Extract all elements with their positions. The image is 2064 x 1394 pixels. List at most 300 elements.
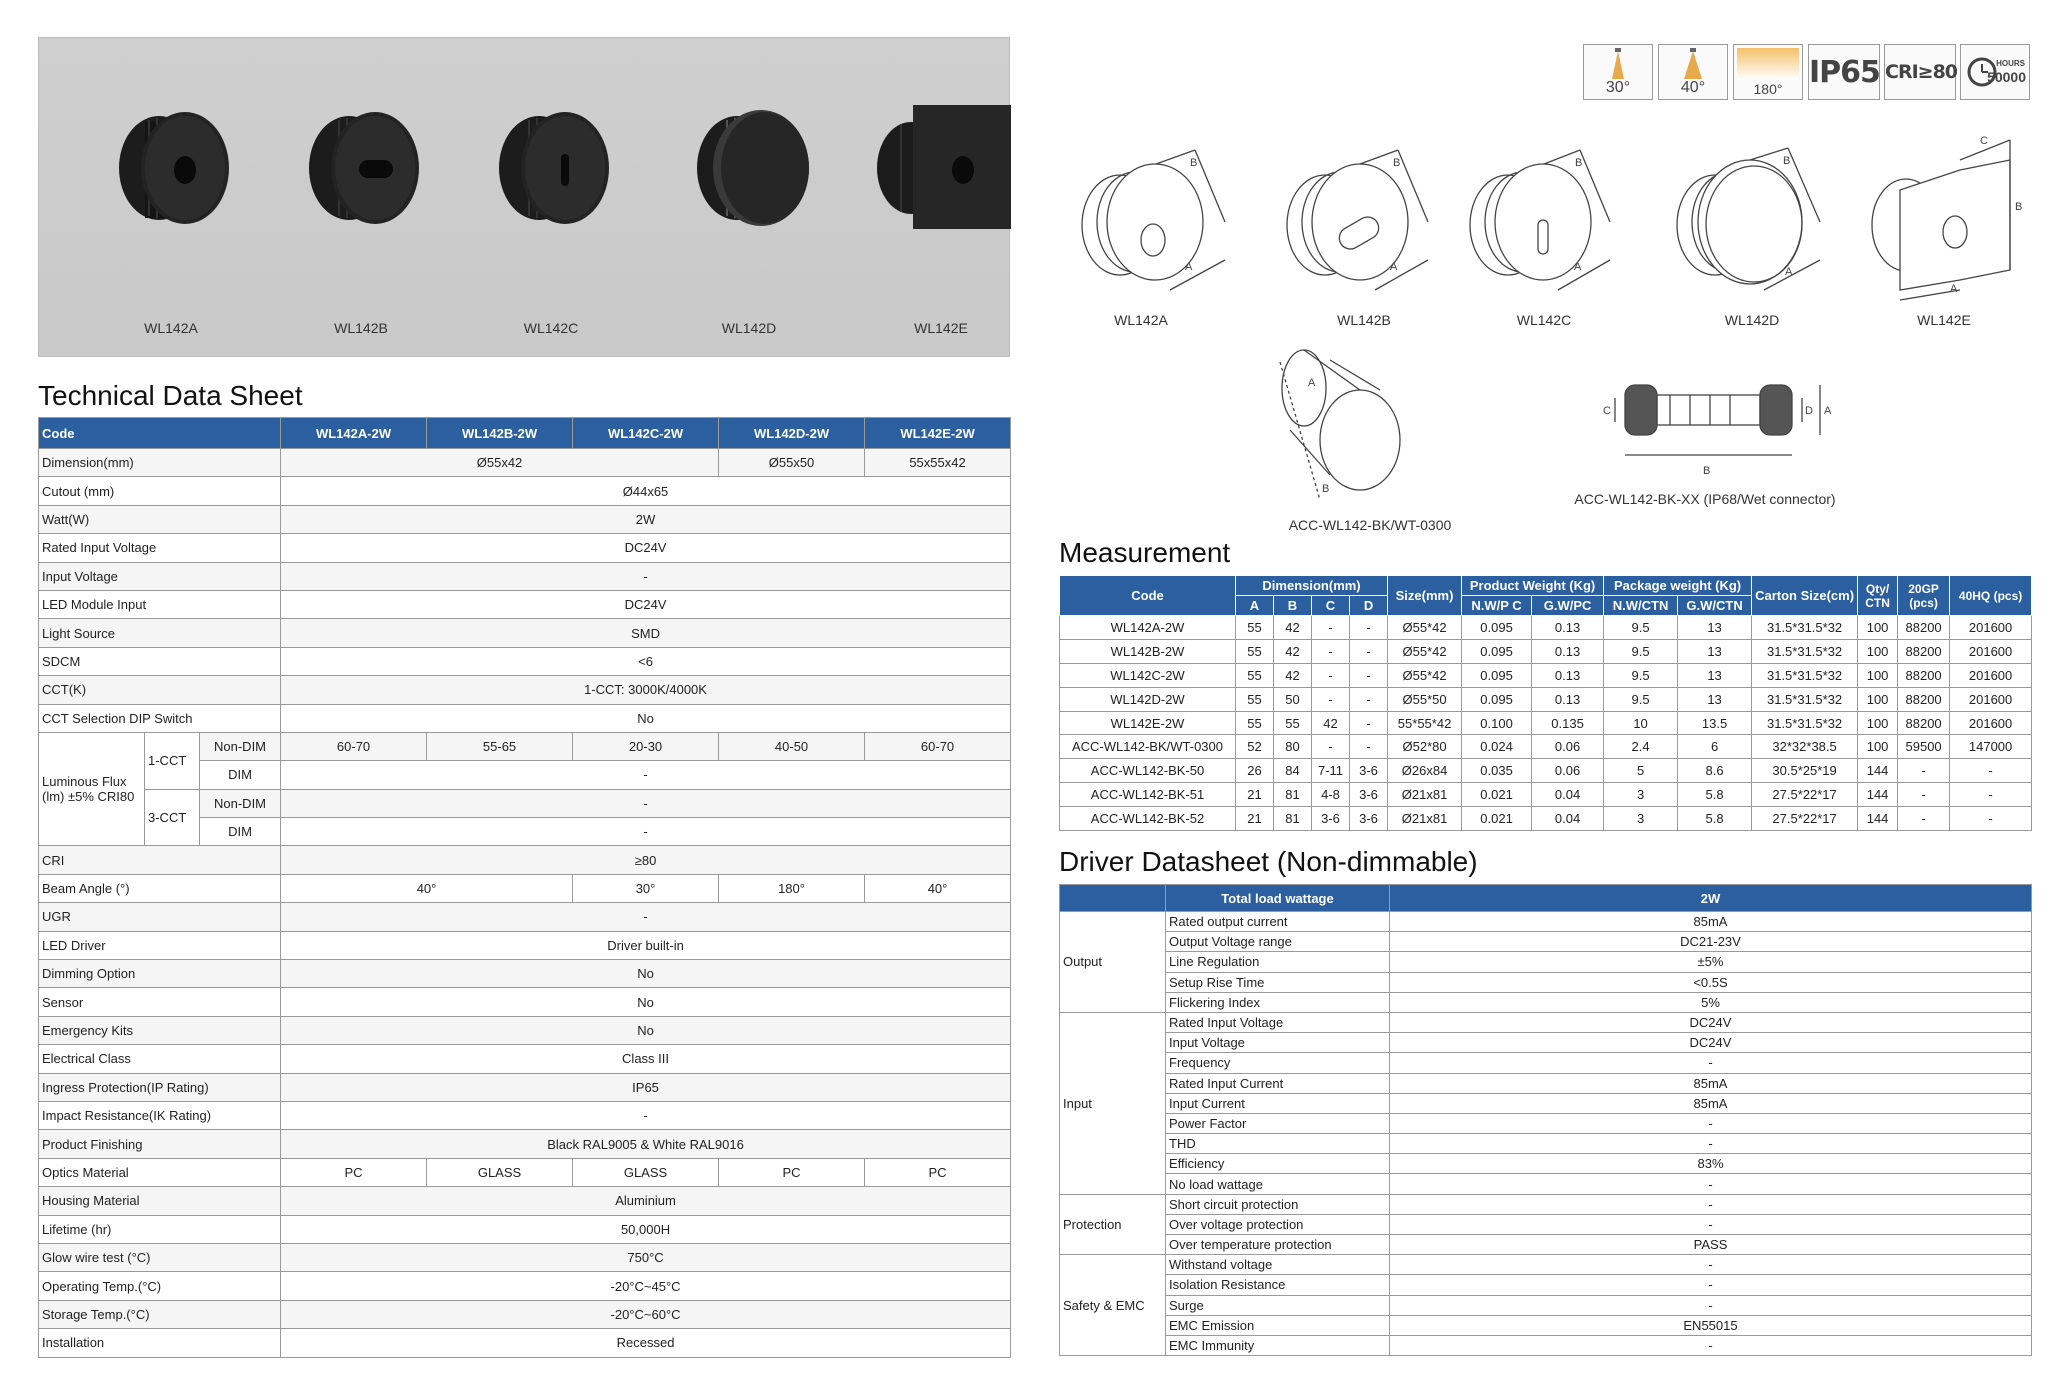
table-row (1060, 1053, 2032, 1073)
table-row (39, 1243, 1011, 1271)
table-row (39, 562, 1011, 590)
table-cell: 144 (1858, 807, 1898, 831)
table-header-cell: 20GP (pcs) (1898, 576, 1950, 616)
dim-letter: B (1322, 483, 1330, 495)
row-value: 40-50 (719, 732, 865, 760)
drawing-label: WL142E (1917, 312, 1971, 328)
acc-tube-label: ACC-WL142-BK/WT-0300 (1288, 517, 1452, 533)
row-value: Ø55x42 (281, 449, 719, 477)
row-label: LED Module Input (39, 590, 281, 618)
table-cell: 55 (1236, 639, 1274, 663)
row-value: GLASS (427, 1158, 573, 1186)
table-row (39, 874, 1011, 902)
beam-30-label: 30° (1605, 79, 1631, 96)
table-header-cell: Code (1060, 576, 1236, 616)
row-label: CCT Selection DIP Switch (39, 704, 281, 732)
parameter-label: THD (1166, 1134, 1390, 1154)
product-photo-label: WL142D (721, 320, 777, 336)
table-cell: 0.095 (1462, 687, 1532, 711)
table-cell: 100 (1858, 639, 1898, 663)
table-cell: 8.6 (1678, 759, 1752, 783)
drawing-acc-connector-icon (1615, 385, 1820, 455)
table-row (39, 1045, 1011, 1073)
row-value: PC (281, 1158, 427, 1186)
table-row (1060, 639, 2032, 663)
group-label: Input (1060, 1012, 1166, 1194)
product-photo-wl142d (669, 98, 829, 298)
row-label: Glow wire test (°C) (39, 1243, 281, 1271)
table-cell: - (1350, 735, 1388, 759)
parameter-value: - (1390, 1295, 2032, 1315)
row-label: SDCM (39, 647, 281, 675)
table-cell: - (1312, 663, 1350, 687)
dim-letter: B (1393, 157, 1401, 169)
table-cell: 50 (1274, 687, 1312, 711)
table-cell: 10 (1604, 711, 1678, 735)
luminous-flux-label: Luminous Flux (lm) ±5% CRI80 (39, 732, 145, 846)
table-cell: 0.13 (1532, 616, 1604, 640)
table-row (1060, 807, 2032, 831)
row-label: Lifetime (hr) (39, 1215, 281, 1243)
table-row (39, 1300, 1011, 1328)
table-row (1060, 1214, 2032, 1234)
row-value: 55-65 (427, 732, 573, 760)
row-code: ACC-WL142-BK/WT-0300 (1060, 735, 1236, 759)
table-row (39, 846, 1011, 874)
driver-datasheet-title: Driver Datasheet (Non-dimmable) (1059, 846, 1478, 877)
parameter-value: - (1390, 1134, 2032, 1154)
parameter-value: <0.5S (1390, 972, 2032, 992)
product-photo-label: WL142A (144, 320, 198, 336)
table-cell: 88200 (1898, 711, 1950, 735)
row-value: - (281, 562, 1011, 590)
drawing-label: WL142D (1724, 312, 1780, 328)
parameter-value: DC24V (1390, 1033, 2032, 1053)
table-row (1060, 972, 2032, 992)
beam-180-label: 180° (1753, 81, 1783, 97)
table-cell: 31.5*31.5*32 (1752, 687, 1858, 711)
dim-letter: A (1950, 283, 1958, 295)
table-cell: 0.021 (1462, 807, 1532, 831)
product-photo-label: WL142E (914, 320, 968, 336)
row-label: Optics Material (39, 1158, 281, 1186)
table-row (39, 988, 1011, 1016)
table-header-cell: C (1312, 596, 1350, 616)
drawing-label: WL142A (1114, 312, 1168, 328)
table-header-cell: N.W/CTN (1604, 596, 1678, 616)
dim-letter: A (1390, 261, 1398, 273)
row-label: Housing Material (39, 1187, 281, 1215)
row-value: Ø44x65 (281, 477, 1011, 505)
parameter-label: Flickering Index (1166, 992, 1390, 1012)
table-cell: - (1350, 687, 1388, 711)
table-row (1060, 663, 2032, 687)
table-header-cell: WL142A-2W (281, 418, 427, 449)
parameter-value: - (1390, 1335, 2032, 1355)
table-header-cell: Product Weight (Kg) (1462, 576, 1604, 596)
table-cell: 144 (1858, 759, 1898, 783)
parameter-value: - (1390, 1113, 2032, 1133)
table-row (1060, 1255, 2032, 1275)
row-code: ACC-WL142-BK-51 (1060, 783, 1236, 807)
dim-letter: A (1185, 261, 1193, 273)
table-cell: - (1312, 687, 1350, 711)
table-cell: 100 (1858, 711, 1898, 735)
row-code: WL142A-2W (1060, 616, 1236, 640)
table-row (1060, 1033, 2032, 1053)
row-value: No (281, 960, 1011, 988)
table-cell: 0.13 (1532, 687, 1604, 711)
table-cell: Ø55*42 (1388, 639, 1462, 663)
table-cell: 27.5*22*17 (1752, 807, 1858, 831)
table-row (39, 1329, 1011, 1357)
table-cell: 42 (1274, 639, 1312, 663)
driver-table (1059, 884, 2032, 1356)
table-header-row (39, 418, 1011, 449)
parameter-label: EMC Emission (1166, 1315, 1390, 1335)
parameter-label: Line Regulation (1166, 952, 1390, 972)
table-cell: - (1312, 616, 1350, 640)
row-label: Rated Input Voltage (39, 534, 281, 562)
table-header-cell: G.W/CTN (1678, 596, 1752, 616)
row-label: Operating Temp.(°C) (39, 1272, 281, 1300)
product-photo-label: WL142B (334, 320, 388, 336)
table-cell: - (1312, 639, 1350, 663)
group-label: Output (1060, 912, 1166, 1013)
table-cell: 3-6 (1350, 807, 1388, 831)
table-row (1060, 1012, 2032, 1032)
table-cell: 5.8 (1678, 783, 1752, 807)
table-cell: 0.021 (1462, 783, 1532, 807)
row-value: Recessed (281, 1329, 1011, 1357)
parameter-value: ±5% (1390, 952, 2032, 972)
table-cell: 13.5 (1678, 711, 1752, 735)
table-row (1060, 1275, 2032, 1295)
group-label: Protection (1060, 1194, 1166, 1255)
dim-letter: B (1783, 155, 1791, 167)
table-row (39, 534, 1011, 562)
row-label: Ingress Protection(IP Rating) (39, 1073, 281, 1101)
table-cell: 3-6 (1350, 783, 1388, 807)
table-header-cell: G.W/PC (1532, 596, 1604, 616)
technical-data-table (38, 417, 1011, 1358)
table-header-cell: B (1274, 596, 1312, 616)
row-value: GLASS (573, 1158, 719, 1186)
row-code: ACC-WL142-BK-52 (1060, 807, 1236, 831)
table-header-cell: 2W (1390, 885, 2032, 912)
table-row (39, 477, 1011, 505)
table-cell: 13 (1678, 687, 1752, 711)
table-cell: 55 (1274, 711, 1312, 735)
table-cell: 0.13 (1532, 663, 1604, 687)
product-photo-wl142c (471, 98, 631, 298)
hours-label: HOURS (1996, 59, 2025, 68)
cct-3-label: 3-CCT (145, 789, 200, 846)
table-cell: 42 (1312, 711, 1350, 735)
beam-30-icon (1583, 44, 1653, 100)
parameter-value: PASS (1390, 1235, 2032, 1255)
parameter-value: - (1390, 1255, 2032, 1275)
dim-letter: B (2015, 201, 2023, 213)
parameter-value: 83% (1390, 1154, 2032, 1174)
hours-value: 50000 (1987, 69, 2026, 85)
table-row (1060, 1093, 2032, 1113)
table-cell: 0.06 (1532, 735, 1604, 759)
table-cell: 55 (1236, 687, 1274, 711)
beam-40-label: 40° (1680, 79, 1706, 96)
drawing-wl142b-icon (1287, 150, 1428, 290)
table-row (1060, 735, 2032, 759)
ip65-icon (1808, 44, 1880, 100)
row-label: Electrical Class (39, 1045, 281, 1073)
row-value: Ø55x50 (719, 449, 865, 477)
row-value: - (281, 789, 1011, 817)
parameter-value: 85mA (1390, 1093, 2032, 1113)
table-row (39, 1272, 1011, 1300)
table-header-cell: Size(mm) (1388, 576, 1462, 616)
table-cell: 81 (1274, 807, 1312, 831)
table-row (1060, 1235, 2032, 1255)
table-cell: 0.13 (1532, 639, 1604, 663)
table-cell: 88200 (1898, 687, 1950, 711)
row-label: Impact Resistance(IK Rating) (39, 1101, 281, 1129)
table-header-cell: WL142C-2W (573, 418, 719, 449)
table-cell: - (1898, 783, 1950, 807)
table-row (1060, 1134, 2032, 1154)
table-cell: 0.06 (1532, 759, 1604, 783)
table-row (39, 1016, 1011, 1044)
parameter-label: Rated Input Voltage (1166, 1012, 1390, 1032)
product-photo-wl142a (91, 98, 251, 298)
table-cell: 13 (1678, 616, 1752, 640)
parameter-label: Input Current (1166, 1093, 1390, 1113)
table-cell: 0.024 (1462, 735, 1532, 759)
table-header-cell: Code (39, 418, 281, 449)
row-value: 2W (281, 505, 1011, 533)
table-cell: 9.5 (1604, 687, 1678, 711)
dim-letter: B (1190, 157, 1198, 169)
table-row (1060, 1295, 2032, 1315)
table-cell: 147000 (1950, 735, 2032, 759)
row-label: LED Driver (39, 931, 281, 959)
parameter-value: - (1390, 1174, 2032, 1194)
table-cell: 144 (1858, 783, 1898, 807)
dim-letter: A (1308, 377, 1316, 389)
drawing-acc-tube-icon (1280, 350, 1400, 500)
dim-label: DIM (200, 761, 281, 789)
table-cell: - (1312, 735, 1350, 759)
row-label: Input Voltage (39, 562, 281, 590)
table-cell: 31.5*31.5*32 (1752, 616, 1858, 640)
table-cell: 59500 (1898, 735, 1950, 759)
table-row (1060, 912, 2032, 932)
table-cell: 5 (1604, 759, 1678, 783)
parameter-label: EMC Immunity (1166, 1335, 1390, 1355)
table-cell: 21 (1236, 783, 1274, 807)
row-code: ACC-WL142-BK-50 (1060, 759, 1236, 783)
table-cell: 4-8 (1312, 783, 1350, 807)
row-value: No (281, 988, 1011, 1016)
table-cell: 42 (1274, 616, 1312, 640)
row-label: UGR (39, 903, 281, 931)
table-cell: 100 (1858, 616, 1898, 640)
drawing-wl142c-icon (1470, 150, 1610, 290)
table-cell: 88200 (1898, 616, 1950, 640)
cri-label: CRI≥80 (1885, 61, 1958, 83)
table-row (39, 449, 1011, 477)
table-cell: 0.04 (1532, 783, 1604, 807)
table-header-cell: WL142E-2W (865, 418, 1011, 449)
parameter-value: 85mA (1390, 1073, 2032, 1093)
table-row (1060, 1073, 2032, 1093)
row-value: 40° (865, 874, 1011, 902)
table-cell: - (1350, 639, 1388, 663)
dim-letter: A (1574, 261, 1582, 273)
table-row (39, 1215, 1011, 1243)
table-cell: 13 (1678, 639, 1752, 663)
table-header-cell: Carton Size(cm) (1752, 576, 1858, 616)
table-row (1060, 759, 2032, 783)
measurement-table-body (1060, 616, 2032, 831)
table-row (39, 704, 1011, 732)
table-cell: - (1898, 759, 1950, 783)
row-value: - (281, 1101, 1011, 1129)
table-cell: - (1898, 807, 1950, 831)
table-cell: Ø55*42 (1388, 663, 1462, 687)
parameter-value: EN55015 (1390, 1315, 2032, 1335)
table-header-cell: Dimension(mm) (1236, 576, 1388, 596)
table-cell: 201600 (1950, 616, 2032, 640)
table-cell: 26 (1236, 759, 1274, 783)
table-row (39, 732, 1011, 760)
table-cell: Ø55*42 (1388, 616, 1462, 640)
non-dim-label: Non-DIM (200, 789, 281, 817)
parameter-label: Surge (1166, 1295, 1390, 1315)
row-label: Light Source (39, 619, 281, 647)
measurement-table (1059, 575, 2032, 831)
row-code: WL142D-2W (1060, 687, 1236, 711)
table-row (39, 903, 1011, 931)
parameter-label: Output Voltage range (1166, 932, 1390, 952)
technical-data-sheet-title: Technical Data Sheet (38, 380, 303, 411)
table-header-row (1060, 885, 2032, 912)
lifetime-hours-icon (1960, 44, 2030, 100)
row-value: - (281, 903, 1011, 931)
row-label: Product Finishing (39, 1130, 281, 1158)
table-cell: 32*32*38.5 (1752, 735, 1858, 759)
dim-letter: A (1824, 405, 1832, 417)
beam-40-icon (1658, 44, 1728, 100)
table-row (1060, 992, 2032, 1012)
parameter-value: - (1390, 1214, 2032, 1234)
beam-180-icon (1733, 44, 1803, 100)
table-cell: - (1950, 807, 2032, 831)
row-value: No (281, 704, 1011, 732)
row-label: Beam Angle (°) (39, 874, 281, 902)
row-value: -20°C~45°C (281, 1272, 1011, 1300)
parameter-label: Input Voltage (1166, 1033, 1390, 1053)
parameter-label: Setup Rise Time (1166, 972, 1390, 992)
table-cell: 100 (1858, 735, 1898, 759)
table-cell: 201600 (1950, 687, 2032, 711)
table-cell: 9.5 (1604, 616, 1678, 640)
table-cell: 3-6 (1312, 807, 1350, 831)
row-code: WL142E-2W (1060, 711, 1236, 735)
row-value: 180° (719, 874, 865, 902)
row-value: - (281, 761, 1011, 789)
table-cell: 0.095 (1462, 616, 1532, 640)
table-cell: 55 (1236, 711, 1274, 735)
row-label: Storage Temp.(°C) (39, 1300, 281, 1328)
dim-letter: B (1575, 157, 1583, 169)
parameter-label: Efficiency (1166, 1154, 1390, 1174)
row-value: PC (719, 1158, 865, 1186)
row-value: 40° (281, 874, 573, 902)
table-cell: 31.5*31.5*32 (1752, 639, 1858, 663)
table-header-cell: WL142D-2W (719, 418, 865, 449)
table-cell: 55 (1236, 663, 1274, 687)
table-row (39, 1073, 1011, 1101)
table-cell: 13 (1678, 663, 1752, 687)
product-photo-wl142b (281, 98, 441, 298)
table-header-cell: Total load wattage (1166, 885, 1390, 912)
table-cell: - (1350, 711, 1388, 735)
table-header-cell: A (1236, 596, 1274, 616)
table-header-row (1060, 576, 2032, 596)
row-value: 30° (573, 874, 719, 902)
table-header-cell: 40HQ (pcs) (1950, 576, 2032, 616)
table-header-cell: N.W/P C (1462, 596, 1532, 616)
row-value: No (281, 1016, 1011, 1044)
table-cell: 2.4 (1604, 735, 1678, 759)
parameter-label: Rated output current (1166, 912, 1390, 932)
table-cell: - (1350, 663, 1388, 687)
table-cell: Ø21x81 (1388, 783, 1462, 807)
table-cell: 7-11 (1312, 759, 1350, 783)
table-row (1060, 932, 2032, 952)
table-cell: 201600 (1950, 639, 2032, 663)
row-value: 60-70 (281, 732, 427, 760)
table-cell: 30.5*25*19 (1752, 759, 1858, 783)
parameter-label: Isolation Resistance (1166, 1275, 1390, 1295)
row-value: Aluminium (281, 1187, 1011, 1215)
table-row (1060, 687, 2032, 711)
dim-letter: A (1785, 266, 1793, 278)
row-value: DC24V (281, 534, 1011, 562)
row-value: -20°C~60°C (281, 1300, 1011, 1328)
table-cell: 55 (1236, 616, 1274, 640)
table-row (1060, 1194, 2032, 1214)
parameter-label: No load wattage (1166, 1174, 1390, 1194)
cct-1-label: 1-CCT (145, 732, 200, 789)
parameter-value: - (1390, 1053, 2032, 1073)
table-row (1060, 1335, 2032, 1355)
ip65-label: IP65 (1809, 55, 1880, 90)
table-cell: 9.5 (1604, 639, 1678, 663)
table-cell: 88200 (1898, 663, 1950, 687)
table-cell: 81 (1274, 783, 1312, 807)
table-cell: 31.5*31.5*32 (1752, 711, 1858, 735)
table-cell: 42 (1274, 663, 1312, 687)
table-row (39, 931, 1011, 959)
table-cell: 201600 (1950, 663, 2032, 687)
driver-table-body (1060, 912, 2032, 1356)
drawing-wl142e-icon (1872, 140, 2010, 300)
parameter-value: DC24V (1390, 1012, 2032, 1032)
table-cell: 31.5*31.5*32 (1752, 663, 1858, 687)
table-cell: 3 (1604, 807, 1678, 831)
row-label: Emergency Kits (39, 1016, 281, 1044)
